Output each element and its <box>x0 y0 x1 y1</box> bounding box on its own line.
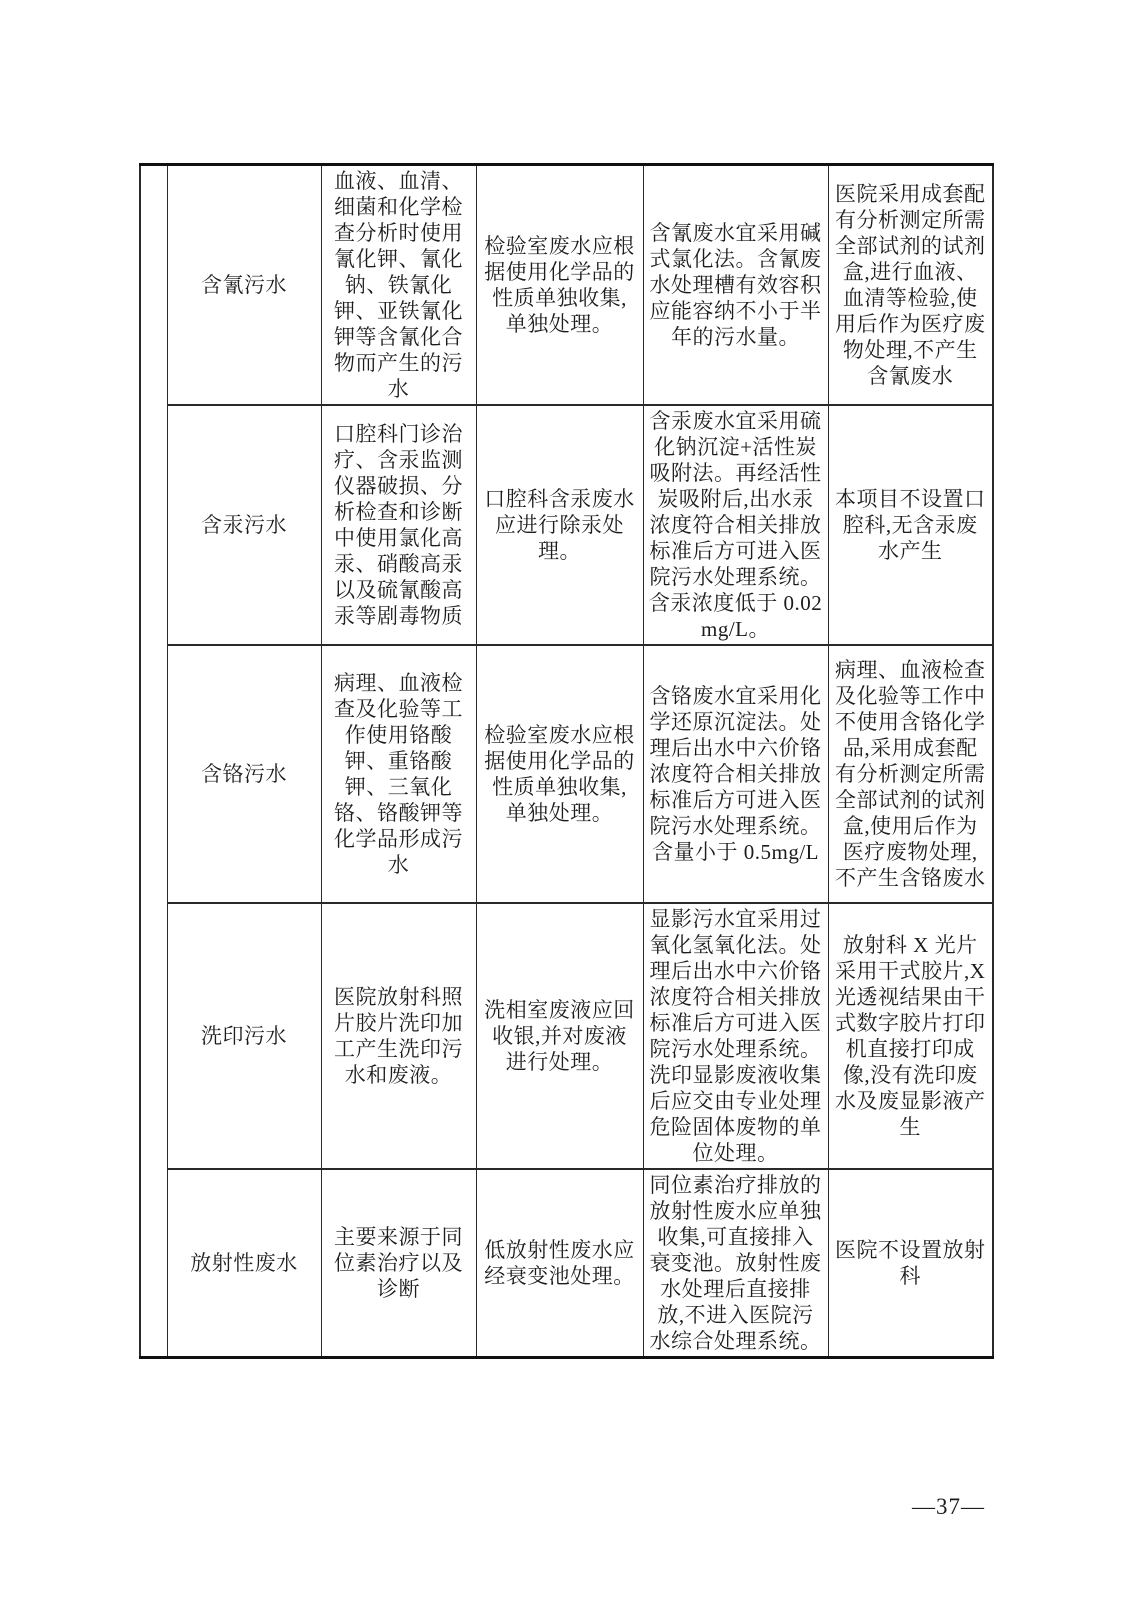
page-number: —37— <box>912 1494 985 1519</box>
cell-status: 医院采用成套配有分析测定所需全部试剂的试剂盒,进行血液、血清等检验,使用后作为医疗废物处理,不产生含氰废水 <box>828 165 993 406</box>
cell-category: 洗印污水 <box>167 903 321 1169</box>
table-row-chromium <box>140 645 993 903</box>
table-row-cyanide <box>140 165 993 406</box>
cell-category: 含铬污水 <box>167 645 321 903</box>
cell-source: 病理、血液检查及化验等工作使用铬酸钾、重铬酸钾、三氧化铬、铬酸钾等化学品形成污水 <box>321 645 476 903</box>
cell-source: 血液、血清、细菌和化学检查分析时使用氰化钾、氰化钠、铁氰化钾、亚铁氰化钾等含氰化合物而产生的污水 <box>321 165 476 406</box>
wastewater-table <box>139 163 994 1359</box>
cell-status: 病理、血液检查及化验等工作中不使用含铬化学品,采用成套配有分析测定所需全部试剂的试剂盒,使用后作为医疗废物处理,不产生含铬废水 <box>828 645 993 903</box>
cell-treatment: 含汞废水宜采用硫化钠沉淀+活性炭吸附法。再经活性炭吸附后,出水汞浓度符合相关排放标准后方可进入医院污水处理系统。含汞浓度低于 0.02mg/L。 <box>643 405 828 645</box>
cell-treatment: 同位素治疗排放的放射性废水应单独收集,可直接排入衰变池。放射性废水处理后直接排放,不进入医院污水综合处理系统。 <box>643 1169 828 1358</box>
cell-collection: 检验室废水应根据使用化学品的性质单独收集,单独处理。 <box>476 645 643 903</box>
cell-collection: 检验室废水应根据使用化学品的性质单独收集,单独处理。 <box>476 165 643 406</box>
cell-status: 医院不设置放射科 <box>828 1169 993 1358</box>
cell-source: 医院放射科照片胶片洗印加工产生洗印污水和废液。 <box>321 903 476 1169</box>
cell-status: 本项目不设置口腔科,无含汞废水产生 <box>828 405 993 645</box>
merged-left-spacer-cell <box>140 165 167 1358</box>
table-row-film-developing <box>140 903 993 1169</box>
cell-treatment: 含氰废水宜采用碱式氯化法。含氰废水处理槽有效容积应能容纳不小于半年的污水量。 <box>643 165 828 406</box>
cell-collection: 洗相室废液应回收银,并对废液进行处理。 <box>476 903 643 1169</box>
cell-source: 口腔科门诊治疗、含汞监测仪器破损、分析检查和诊断中使用氯化高汞、硝酸高汞以及硫氰酸高汞等剧毒物质 <box>321 405 476 645</box>
cell-treatment: 含铬废水宜采用化学还原沉淀法。处理后出水中六价铬浓度符合相关排放标准后方可进入医院污水处理系统。含量小于 0.5mg/L <box>643 645 828 903</box>
cell-source: 主要来源于同位素治疗以及诊断 <box>321 1169 476 1358</box>
cell-status: 放射科 X 光片采用干式胶片,X 光透视结果由干式数字胶片打印机直接打印成像,没有洗印废水及废显影液产生 <box>828 903 993 1169</box>
table-row-radioactive <box>140 1169 993 1358</box>
table-row-mercury <box>140 405 993 645</box>
cell-treatment: 显影污水宜采用过氧化氢氧化法。处理后出水中六价铬浓度符合相关排放标准后方可进入医院污水处理系统。洗印显影废液收集后应交由专业处理危险固体废物的单位处理。 <box>643 903 828 1169</box>
cell-category: 放射性废水 <box>167 1169 321 1358</box>
cell-collection: 口腔科含汞废水应进行除汞处理。 <box>476 405 643 645</box>
cell-category: 含氰污水 <box>167 165 321 406</box>
cell-collection: 低放射性废水应经衰变池处理。 <box>476 1169 643 1358</box>
cell-category: 含汞污水 <box>167 405 321 645</box>
